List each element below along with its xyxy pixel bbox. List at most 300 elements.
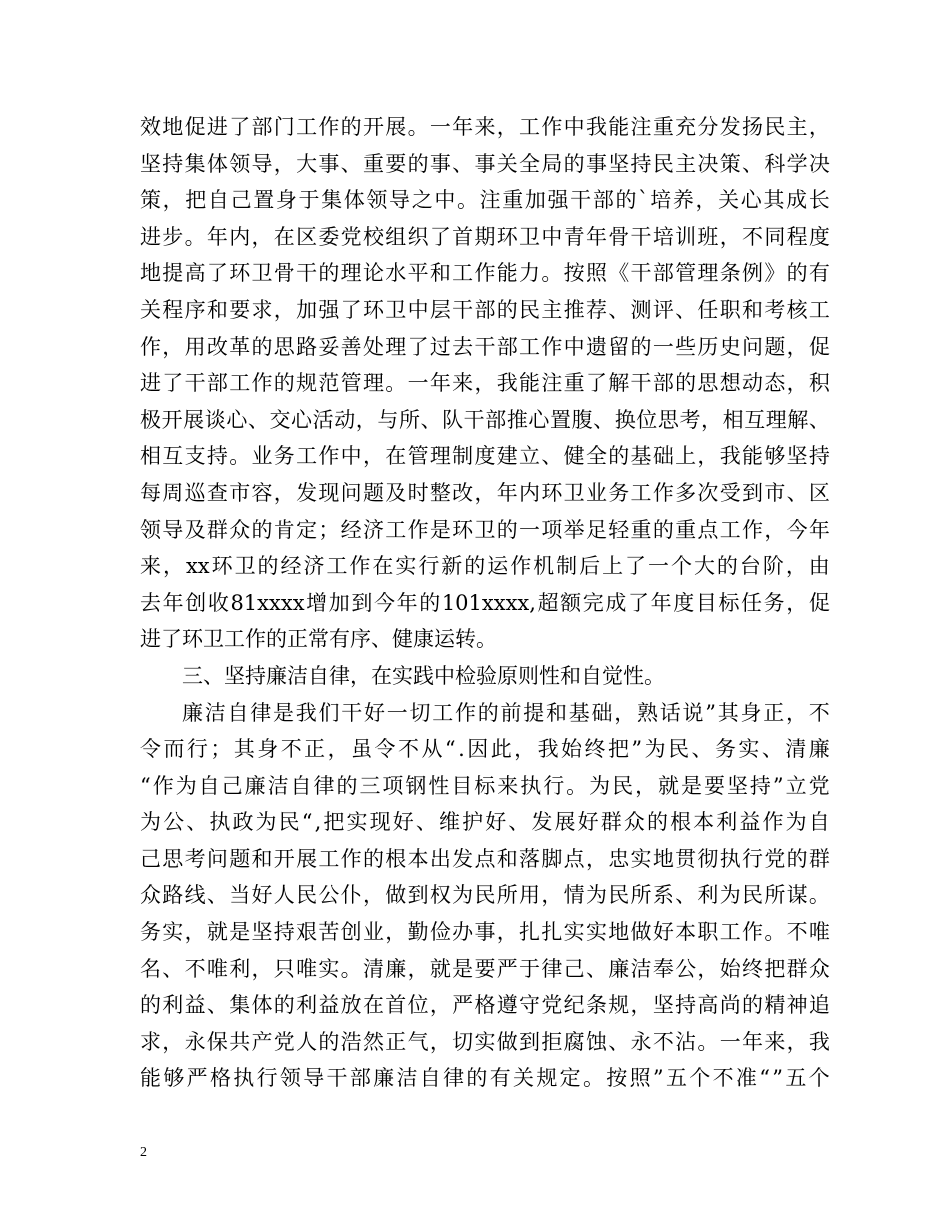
glyph: 加	[328, 590, 350, 615]
glyph: 留	[608, 334, 630, 359]
glyph: 益	[184, 993, 206, 1018]
glyph: ，	[162, 334, 184, 359]
glyph: 根	[385, 846, 407, 871]
glyph: 互	[744, 407, 766, 432]
glyph: 准	[735, 1066, 757, 1091]
glyph: 自	[198, 773, 220, 798]
glyph: 出	[429, 846, 451, 871]
glyph: 个	[670, 554, 692, 579]
glyph: 受	[719, 480, 741, 505]
glyph: 的	[407, 151, 429, 176]
glyph: 的	[466, 1066, 488, 1091]
glyph: 精	[764, 993, 786, 1018]
glyph: 到	[519, 1029, 541, 1054]
glyph: 本	[693, 810, 715, 835]
glyph: 格	[474, 993, 496, 1018]
glyph: ，	[764, 517, 786, 542]
glyph: 处	[362, 334, 384, 359]
glyph: 共	[229, 1029, 251, 1054]
glyph: 大	[296, 151, 318, 176]
glyph: 规	[296, 371, 318, 396]
glyph: 年	[808, 517, 830, 542]
glyph: 、	[452, 151, 474, 176]
glyph: 年	[650, 590, 672, 615]
glyph: ”	[631, 737, 643, 762]
glyph: 够	[764, 444, 786, 469]
glyph: 彻	[697, 846, 719, 871]
glyph: 成	[605, 590, 627, 615]
glyph: 制	[452, 444, 474, 469]
glyph: 始	[719, 956, 741, 981]
glyph: 历	[697, 334, 719, 359]
glyph: 的	[786, 846, 808, 871]
glyph: 把	[764, 956, 786, 981]
glyph: 干	[326, 1066, 348, 1091]
glyph: 前	[500, 700, 522, 725]
glyph: 廉	[244, 773, 266, 798]
glyph: 工	[719, 920, 741, 945]
glyph: 和	[251, 846, 273, 871]
glyph: 此	[490, 737, 512, 762]
glyph: 策	[140, 188, 161, 213]
glyph: 导	[389, 188, 411, 213]
glyph: xx	[185, 554, 210, 579]
glyph: 荐	[585, 297, 607, 322]
glyph: 令	[374, 737, 396, 762]
glyph: 发	[531, 810, 553, 835]
glyph: 律	[541, 956, 563, 981]
glyph: 极	[140, 407, 161, 432]
glyph: 规	[536, 1066, 558, 1091]
glyph: 我	[295, 700, 317, 725]
glyph: 展	[296, 846, 318, 871]
glyph: 民	[519, 297, 541, 322]
glyph: 目	[451, 773, 473, 798]
glyph: 民	[608, 883, 630, 908]
glyph: 保	[206, 1029, 228, 1054]
glyph: 组	[385, 224, 407, 249]
glyph: 能	[519, 371, 541, 396]
glyph: 和	[742, 297, 764, 322]
glyph: “	[759, 1066, 770, 1091]
glyph: 是	[681, 773, 702, 798]
glyph: 苦	[318, 920, 340, 945]
glyph: 为	[585, 883, 607, 908]
glyph: ，	[785, 554, 807, 579]
glyph: 切	[409, 700, 431, 725]
glyph: 唯	[206, 956, 228, 981]
glyph: 81xxxx	[230, 590, 305, 615]
glyph: 力	[519, 261, 541, 286]
glyph: ，	[251, 224, 273, 249]
glyph: 推	[506, 407, 528, 432]
glyph: 。	[541, 261, 563, 286]
glyph: 的	[318, 1029, 340, 1054]
glyph: 把	[323, 810, 345, 835]
glyph: 遗	[585, 334, 607, 359]
glyph: 区	[296, 224, 318, 249]
glyph: 正	[763, 700, 785, 725]
glyph: 工	[519, 334, 541, 359]
glyph: 业	[362, 920, 384, 945]
glyph: 系	[652, 883, 674, 908]
glyph: ，	[327, 737, 349, 762]
glyph: 求	[251, 297, 273, 322]
glyph: 和	[546, 700, 567, 725]
glyph: 年	[496, 480, 518, 505]
glyph: 环	[229, 261, 251, 286]
glyph: 实	[346, 810, 368, 835]
glyph: 民	[612, 773, 634, 798]
glyph: 气	[407, 1029, 429, 1054]
text-line	[140, 804, 830, 841]
glyph: ，	[162, 188, 184, 213]
glyph: 和	[429, 261, 451, 286]
glyph: 来	[497, 773, 519, 798]
glyph: 护	[462, 810, 484, 835]
glyph: 的	[362, 846, 384, 871]
glyph: 了	[585, 371, 607, 396]
glyph: 根	[670, 810, 692, 835]
glyph: 多	[675, 480, 697, 505]
glyph: ，	[362, 444, 384, 469]
glyph: 自	[808, 810, 830, 835]
glyph: 部	[485, 407, 507, 432]
glyph: 考	[679, 407, 701, 432]
glyph: 是	[273, 700, 294, 725]
glyph: 年	[742, 1029, 764, 1054]
glyph: 本	[407, 846, 429, 871]
glyph: 五	[665, 1066, 687, 1091]
glyph: 。	[456, 188, 478, 213]
glyph: 干	[463, 407, 485, 432]
glyph: 心	[528, 407, 550, 432]
glyph: 促	[808, 590, 830, 615]
glyph: 开	[273, 846, 295, 871]
glyph: 拒	[541, 1029, 563, 1054]
glyph: 仆	[340, 883, 362, 908]
glyph: 民	[668, 737, 690, 762]
glyph: 沾	[675, 1029, 697, 1054]
glyph: 了	[162, 371, 184, 396]
glyph: 事	[474, 920, 496, 945]
glyph: 利	[716, 810, 738, 835]
glyph: 序	[184, 297, 206, 322]
glyph: 公	[163, 810, 185, 835]
glyph: 职	[719, 297, 741, 322]
glyph: 身	[275, 188, 297, 213]
glyph: 、	[808, 407, 830, 432]
glyph: 思	[657, 407, 679, 432]
glyph: 青	[563, 224, 585, 249]
text-line	[140, 365, 830, 402]
glyph: 强	[318, 297, 340, 322]
glyph: 训	[675, 224, 697, 249]
glyph: 的	[336, 773, 358, 798]
glyph: 公	[675, 956, 697, 981]
glyph: 工	[808, 297, 830, 322]
glyph: 一	[429, 115, 451, 139]
glyph: 任	[741, 590, 763, 615]
glyph: 三	[359, 773, 381, 798]
glyph: ，	[786, 1029, 808, 1054]
glyph: 勤	[407, 920, 429, 945]
glyph: 条	[719, 261, 741, 286]
glyph: 的	[251, 334, 273, 359]
glyph: 是	[452, 956, 474, 981]
glyph: 不	[652, 1029, 674, 1054]
glyph: 规	[608, 993, 630, 1018]
glyph: ，	[614, 700, 636, 725]
text-line	[140, 585, 830, 622]
glyph: 坚	[608, 151, 630, 176]
glyph: 能	[742, 444, 764, 469]
glyph: 卫	[519, 224, 541, 249]
glyph: ，	[514, 737, 536, 762]
glyph: 区	[808, 480, 830, 505]
glyph: 卫	[563, 480, 585, 505]
glyph: 就	[658, 773, 680, 798]
glyph: 妥	[318, 334, 340, 359]
glyph: 利	[296, 993, 318, 1018]
glyph: 发	[452, 846, 474, 871]
glyph: 相	[140, 444, 161, 469]
glyph: 事	[429, 151, 451, 176]
glyph: 己	[563, 956, 585, 981]
glyph: 在	[385, 444, 407, 469]
glyph: 我	[808, 1029, 830, 1054]
glyph: 、	[761, 737, 783, 762]
glyph: 重	[563, 371, 585, 396]
glyph: 奉	[652, 956, 674, 981]
glyph: ，	[429, 1029, 451, 1054]
glyph: 济	[362, 517, 384, 542]
glyph: 为	[175, 773, 197, 798]
glyph: 坚	[251, 920, 273, 945]
glyph: 严	[452, 993, 474, 1018]
glyph: 举	[563, 517, 585, 542]
text-line	[140, 731, 830, 768]
glyph: 了	[407, 334, 429, 359]
glyph: 我	[496, 371, 518, 396]
glyph: 不	[742, 224, 764, 249]
text-line	[140, 182, 830, 219]
line-text: 进了环卫工作的正常有序、健康运转。	[140, 627, 497, 652]
text-line	[140, 475, 830, 512]
glyph: 骨	[273, 261, 295, 286]
glyph: ，	[273, 151, 295, 176]
glyph: 切	[452, 1029, 474, 1054]
glyph: ，	[162, 554, 184, 579]
glyph: 始	[561, 737, 583, 762]
glyph: 公	[318, 883, 340, 908]
glyph: 作	[340, 846, 362, 871]
glyph: 市	[764, 480, 786, 505]
glyph: 重	[502, 188, 524, 213]
glyph: 问	[206, 846, 228, 871]
glyph: 干	[570, 188, 592, 213]
glyph: 换	[614, 407, 636, 432]
glyph: 位	[407, 993, 429, 1018]
glyph: 位	[636, 407, 658, 432]
glyph: 。	[566, 773, 588, 798]
glyph: 理	[429, 444, 451, 469]
glyph: 环	[211, 554, 233, 579]
glyph: 考	[764, 297, 786, 322]
glyph: 为	[785, 810, 807, 835]
glyph: 全	[585, 444, 607, 469]
glyph: 、	[206, 993, 228, 1018]
glyph: 话	[659, 700, 681, 725]
glyph: 思	[162, 846, 184, 871]
glyph: 部	[251, 115, 273, 139]
glyph: 廉	[385, 956, 407, 981]
glyph: 度	[673, 590, 695, 615]
text-line	[140, 987, 830, 1024]
glyph: 动	[334, 407, 356, 432]
glyph: 度	[474, 444, 496, 469]
glyph: 党	[808, 773, 830, 798]
glyph: 情	[563, 883, 585, 908]
glyph: 部	[349, 1066, 371, 1091]
glyph: 要	[385, 151, 407, 176]
glyph: 内	[229, 224, 251, 249]
glyph: 严	[496, 956, 518, 981]
glyph: 为	[719, 883, 741, 908]
glyph: 行	[186, 737, 208, 762]
glyph: 加	[524, 188, 546, 213]
glyph: 管	[340, 371, 362, 396]
glyph: 年	[206, 224, 228, 249]
glyph: 高	[184, 261, 206, 286]
glyph: 线	[184, 883, 206, 908]
glyph: 利	[229, 956, 251, 981]
glyph: 廉	[373, 1066, 395, 1091]
glyph: .	[458, 737, 465, 762]
glyph: 是	[229, 920, 251, 945]
glyph: 上	[675, 444, 697, 469]
glyph: 正	[304, 737, 326, 762]
glyph: 党	[541, 993, 563, 1018]
glyph: 干	[630, 224, 652, 249]
glyph: 为	[644, 737, 666, 762]
glyph: 追	[808, 993, 830, 1018]
glyph: 队	[442, 407, 464, 432]
glyph: 、	[675, 297, 697, 322]
glyph: 的	[419, 590, 441, 615]
glyph: 及	[385, 480, 407, 505]
glyph: 巡	[184, 480, 206, 505]
glyph: 为	[255, 810, 277, 835]
glyph: 体	[206, 151, 228, 176]
glyph: 期	[474, 224, 496, 249]
glyph: 台	[739, 554, 761, 579]
page-number: 2	[140, 1145, 147, 1160]
glyph: 在	[273, 224, 295, 249]
glyph: 益	[739, 810, 761, 835]
glyph: 核	[786, 297, 808, 322]
text-line	[140, 1060, 830, 1097]
glyph: 到	[351, 590, 373, 615]
glyph: 动	[742, 371, 764, 396]
glyph: 济	[303, 554, 325, 579]
glyph: 用	[519, 883, 541, 908]
glyph: 为	[452, 883, 474, 908]
glyph: 。	[808, 883, 830, 908]
glyph: 放	[340, 993, 362, 1018]
glyph: 。	[229, 444, 251, 469]
glyph: 关	[718, 188, 740, 213]
glyph: 己	[221, 773, 243, 798]
glyph: 支	[184, 444, 206, 469]
glyph: 问	[742, 334, 764, 359]
glyph: 立	[519, 444, 541, 469]
glyph: 工	[326, 554, 348, 579]
glyph: 于	[298, 188, 320, 213]
glyph: 轻	[608, 517, 630, 542]
text-line	[140, 768, 830, 805]
glyph: 的	[646, 810, 668, 835]
glyph: 交	[269, 407, 291, 432]
glyph: 卫	[251, 261, 273, 286]
glyph: 层	[429, 297, 451, 322]
glyph: 导	[251, 151, 273, 176]
glyph: 工	[519, 115, 541, 139]
text-line	[140, 438, 830, 475]
glyph: 项	[541, 517, 563, 542]
glyph: 效	[140, 115, 161, 139]
glyph: 程	[786, 224, 808, 249]
glyph: 、	[186, 810, 208, 835]
glyph: 益	[318, 993, 340, 1018]
glyph: 加	[296, 297, 318, 322]
glyph: 所	[398, 407, 420, 432]
glyph: 业	[251, 444, 273, 469]
glyph: 的	[318, 261, 340, 286]
glyph: 民	[652, 151, 674, 176]
glyph: 之	[411, 188, 433, 213]
glyph: 要	[229, 297, 251, 322]
glyph: 党	[764, 846, 786, 871]
glyph: 作	[152, 773, 174, 798]
text-line	[140, 146, 830, 183]
glyph: 肯	[273, 517, 295, 542]
glyph: “	[301, 810, 313, 835]
glyph: 史	[719, 334, 741, 359]
glyph: 己	[230, 188, 252, 213]
glyph: 不	[397, 737, 419, 762]
glyph: 我	[719, 444, 741, 469]
glyph: 到	[742, 480, 764, 505]
text-line	[140, 402, 830, 439]
glyph: ，	[496, 115, 518, 139]
glyph: 、	[415, 810, 437, 835]
glyph: 置	[549, 407, 571, 432]
glyph: 务	[763, 590, 785, 615]
glyph: 经	[340, 517, 362, 542]
text-line	[140, 621, 830, 658]
glyph: 今	[786, 517, 808, 542]
glyph: 从	[421, 737, 443, 762]
glyph: 理	[697, 261, 719, 286]
glyph: 进	[140, 371, 161, 396]
glyph: 年	[429, 371, 451, 396]
glyph: 只	[273, 956, 295, 981]
glyph: 年	[162, 590, 184, 615]
glyph: 导	[303, 1066, 325, 1091]
glyph: 来	[764, 1029, 786, 1054]
glyph: ，	[385, 920, 407, 945]
